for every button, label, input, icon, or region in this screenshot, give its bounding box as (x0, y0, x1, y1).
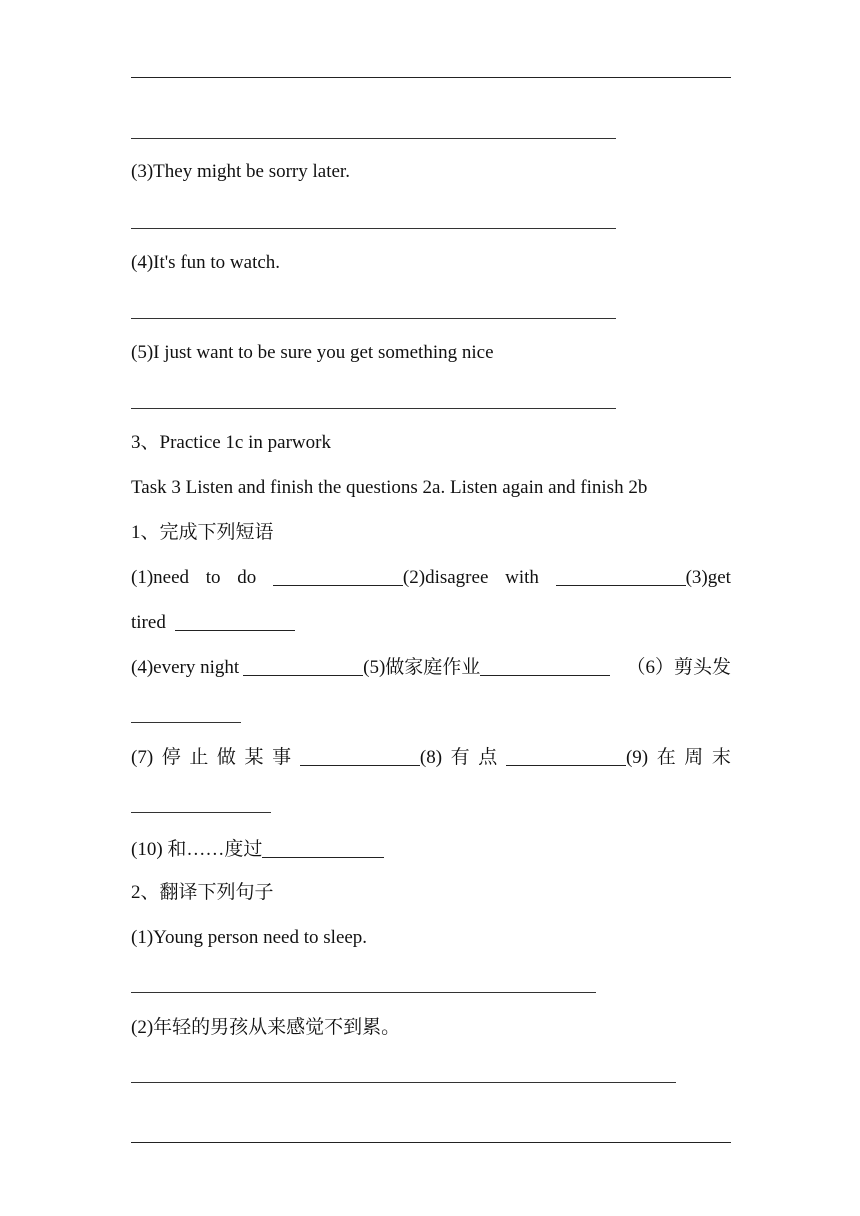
phrase-row-1 (131, 566, 731, 590)
phrase-1-word: do (237, 567, 257, 588)
top-rule (131, 77, 731, 78)
phrase-3-word: tired (131, 612, 166, 633)
phrase-10: (10) 和……度过 (131, 839, 263, 860)
blank-9[interactable] (131, 812, 271, 813)
answer-line[interactable] (131, 318, 616, 319)
phrase-8-part: (8) (419, 747, 443, 768)
phrase-9-part: 周 (684, 747, 704, 768)
answer-line[interactable] (131, 408, 616, 409)
blank-1[interactable] (273, 567, 403, 586)
phrase-6: （6）剪头发 (626, 657, 731, 678)
phrase-5: (5)做家庭作业 (363, 657, 481, 678)
answer-line[interactable] (131, 1082, 676, 1083)
phrase-3-word: (3)get (685, 567, 731, 588)
answer-line[interactable] (131, 228, 616, 229)
answer-line (131, 138, 616, 139)
sentence-3: (3)They might be sorry later. (131, 161, 350, 182)
practice-heading: 3、Practice 1c in parwork (131, 432, 331, 453)
phrase-2-word: (2)disagree (402, 567, 489, 588)
phrase-row-3 (131, 746, 731, 770)
phrase-row-2 (131, 656, 731, 680)
phrase-9-part: (9) (625, 747, 649, 768)
phrase-4: (4)every night (131, 657, 240, 678)
translate-q2: (2)年轻的男孩从来感觉不到累。 (131, 1017, 401, 1038)
phrase-2-word: with (505, 567, 539, 588)
section1-heading: 1、完成下列短语 (131, 522, 274, 543)
phrase-row-4 (131, 838, 384, 862)
phrase-9-part: 在 (656, 747, 676, 768)
blank-3[interactable] (175, 612, 295, 631)
phrase-row-1b (131, 611, 295, 635)
blank-10[interactable] (262, 839, 384, 858)
phrase-8-part: 有 (450, 747, 470, 768)
translate-q1: (1)Young person need to sleep. (131, 927, 368, 948)
phrase-7-part: 停 (161, 747, 181, 768)
phrase-8-part: 点 (478, 747, 498, 768)
sentence-5: (5)I just want to be sure you get something nice (131, 342, 494, 363)
phrase-9-part: 末 (711, 747, 731, 768)
blank-7[interactable] (300, 747, 420, 766)
phrase-1-word: to (205, 567, 221, 588)
sentence-4: (4)It's fun to watch. (131, 252, 281, 273)
blank-5[interactable] (480, 657, 610, 676)
task3-heading: Task 3 Listen and finish the questions 2a. Listen again and finish 2b (131, 477, 648, 498)
phrase-7-part: (7) (131, 747, 154, 768)
section2-heading: 2、翻译下列句子 (131, 882, 274, 903)
phrase-1-word: (1)need (131, 567, 190, 588)
blank-2[interactable] (556, 567, 686, 586)
phrase-7-part: 事 (272, 747, 292, 768)
phrase-7-part: 做 (216, 747, 236, 768)
bottom-rule (131, 1142, 731, 1143)
blank-8[interactable] (506, 747, 626, 766)
phrase-7-part: 止 (189, 747, 209, 768)
phrase-7-part: 某 (244, 747, 264, 768)
blank-4[interactable] (243, 657, 363, 676)
answer-line[interactable] (131, 992, 596, 993)
blank-6[interactable] (131, 722, 241, 723)
